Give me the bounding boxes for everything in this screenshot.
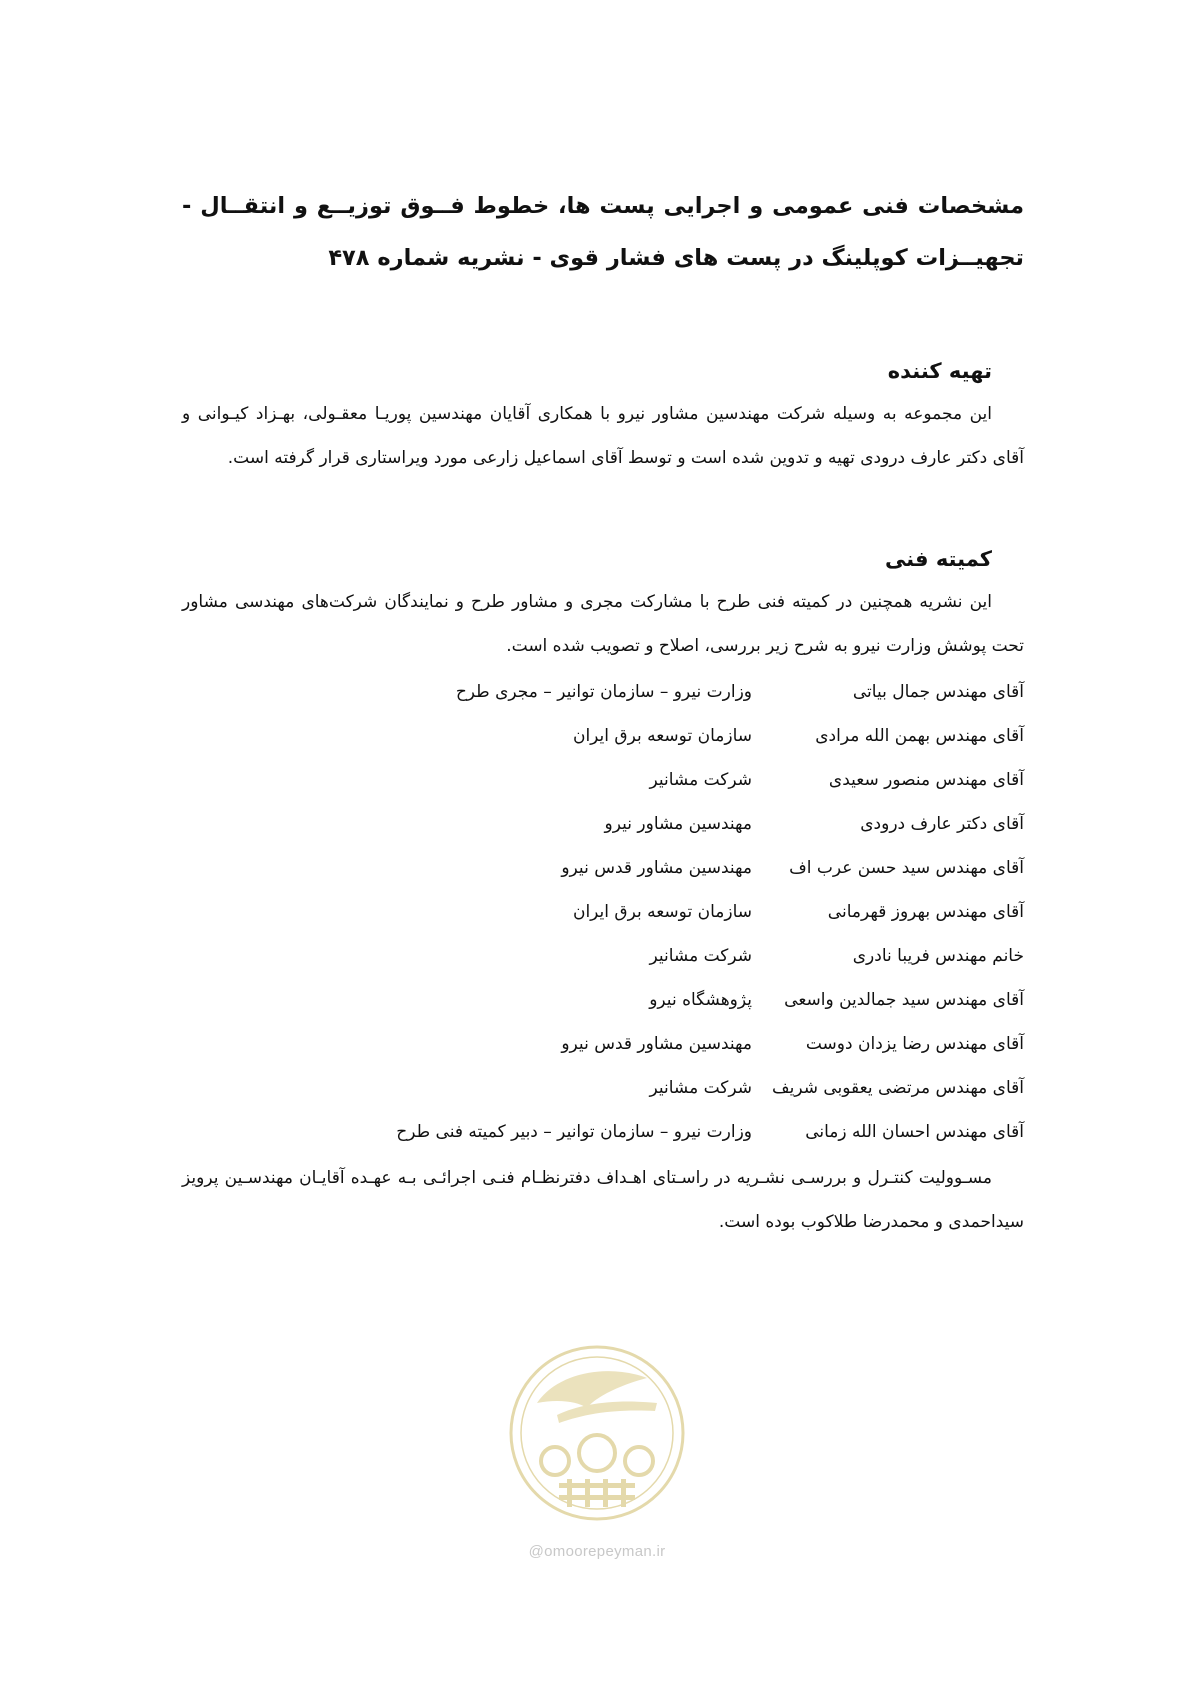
preparer-paragraph: این مجموعه به وسیله شرکت مهندسین مشاور نیرو با همکاری آقایان مهندسین پوریـا معقـولی، بهـزاد کیـوانی و آقای دکتر عارف درودی تهیه و تدوین شده است و توسط آقای اسماعیل زارعی مورد ویراستاری قرار گرفته است. xyxy=(182,404,1024,468)
member-row xyxy=(182,714,1024,758)
member-row xyxy=(182,846,1024,890)
member-row xyxy=(182,978,1024,1022)
watermark-site-text: @omoorepeyman.ir xyxy=(528,1543,666,1560)
member-name: آقای دکتر عارف درودی xyxy=(860,814,1024,834)
member-name: آقای مهندس مرتضی یعقوبی شریف xyxy=(772,1078,1024,1098)
member-row xyxy=(182,1022,1024,1066)
member-name: آقای مهندس احسان الله زمانی xyxy=(805,1122,1024,1142)
omoorepeyman-logo-icon xyxy=(497,1333,697,1538)
member-organization: وزارت نیرو – سازمان توانیر – دبیر کمیته فنی طرح xyxy=(396,1122,752,1142)
member-name: آقای مهندس سید جمالدین واسعی xyxy=(784,990,1024,1010)
committee-members-list xyxy=(182,670,1024,1154)
committee-intro: این نشریه همچنین در کمیته فنی طرح با مشارکت مجری و مشاور طرح و نمایندگان شرکت‌های مهندسی مشاور تحت پوشش وزارت نیرو به شرح زیر بررسی، اصلاح و تصویب شده است. xyxy=(182,592,1024,656)
member-organization: مهندسین مشاور قدس نیرو xyxy=(561,1034,752,1054)
member-row xyxy=(182,890,1024,934)
member-organization: شرکت مشانیر xyxy=(649,946,752,966)
member-row xyxy=(182,802,1024,846)
member-organization: وزارت نیرو – سازمان توانیر – مجری طرح xyxy=(455,682,752,702)
preparer-heading: تهیه کننده xyxy=(887,359,992,383)
member-name: آقای مهندس رضا یزدان دوست xyxy=(805,1034,1024,1054)
responsibility-paragraph: مسـوولیت کنتـرل و بررسـی نشـریه در راسـتای اهـداف دفترنظـام فنـی اجرائـی بـه عهـده آقایـان مهندسـین پرویز سیداحمدی و محمدرضا طلاکوب بوده است. xyxy=(182,1168,1024,1232)
watermark xyxy=(497,1333,697,1573)
member-name: آقای مهندس بهمن الله مرادی xyxy=(815,726,1024,746)
member-row xyxy=(182,758,1024,802)
member-organization: شرکت مشانیر xyxy=(649,1078,752,1098)
member-organization: مهندسین مشاور نیرو xyxy=(604,814,752,834)
member-name: آقای مهندس منصور سعیدی xyxy=(828,770,1024,790)
member-row xyxy=(182,670,1024,714)
member-name: آقای مهندس بهروز قهرمانی xyxy=(827,902,1024,922)
member-organization: پژوهشگاه نیرو xyxy=(649,990,752,1010)
member-row xyxy=(182,934,1024,978)
member-row xyxy=(182,1110,1024,1154)
member-organization: سازمان توسعه برق ایران xyxy=(572,902,752,922)
document-title: مشخصات فنی عمومی و اجرایی پست ها، خطوط فــوق توزیــع و انتقــال - تجهیــزات کوپلینگ در پست های فشار قوی - نشریه شماره ۴۷۸ xyxy=(182,193,1024,271)
document-body xyxy=(182,180,1024,1244)
member-name: آقای مهندس سید حسن عرب اف xyxy=(789,858,1024,878)
member-row xyxy=(182,1066,1024,1110)
member-name: آقای مهندس جمال بیاتی xyxy=(852,682,1024,702)
committee-heading: کمیته فنی xyxy=(884,547,992,571)
member-organization: سازمان توسعه برق ایران xyxy=(572,726,752,746)
member-organization: مهندسین مشاور قدس نیرو xyxy=(561,858,752,878)
member-organization: شرکت مشانیر xyxy=(649,770,752,790)
member-name: خانم مهندس فریبا نادری xyxy=(852,946,1024,966)
